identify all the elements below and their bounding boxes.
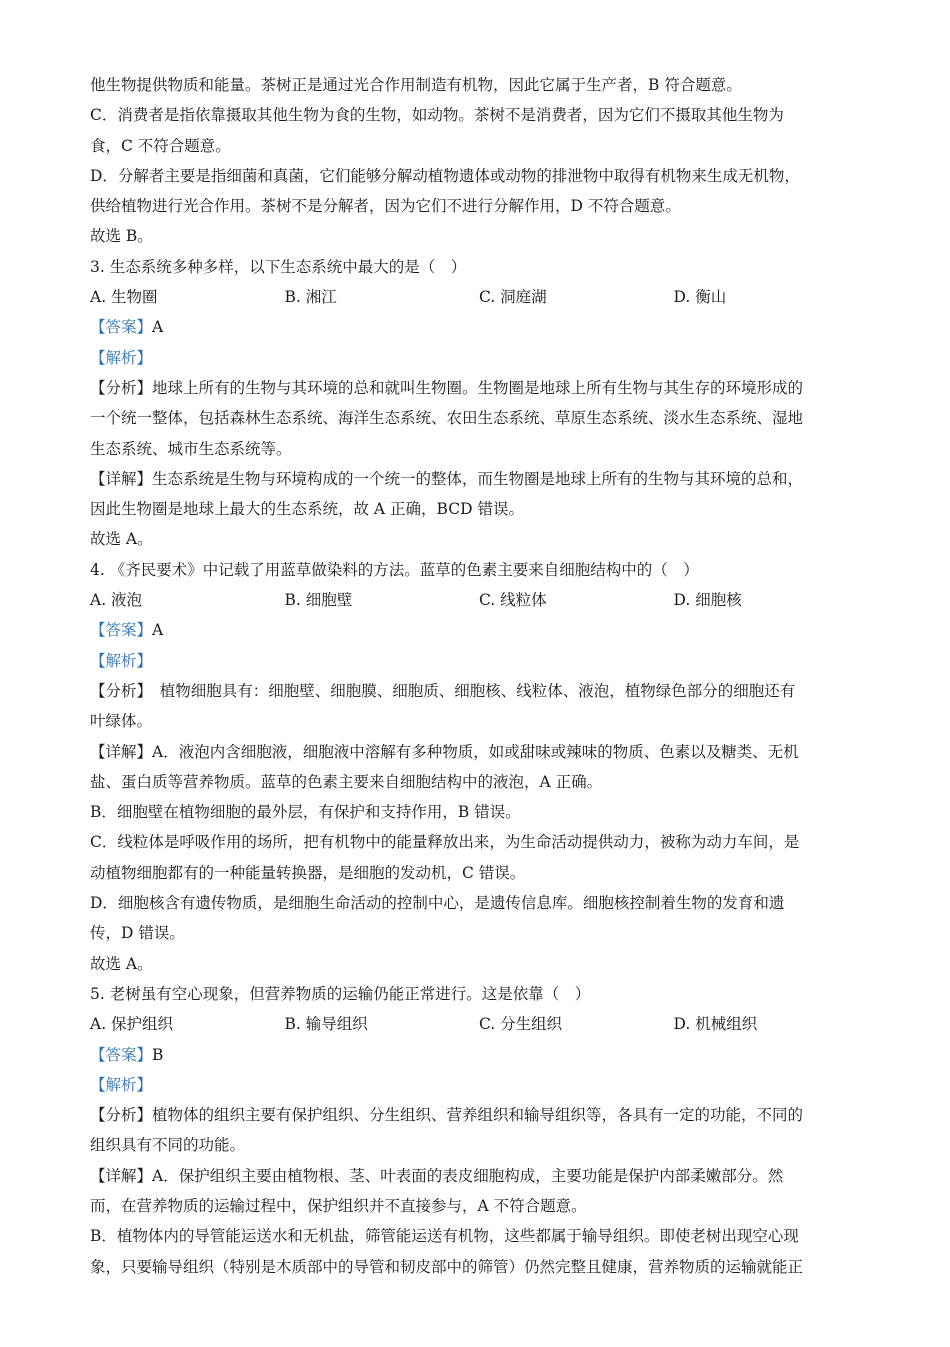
analysis-heading (90, 1070, 862, 1100)
analysis-tag: 【解析】 (90, 651, 153, 670)
text-line: C．消费者是指依靠摄取其他生物为食的生物，如动物。茶树不是消费者，因为它们不摄取其他生物为 (90, 106, 784, 125)
text-line: 组织具有不同的功能。 (90, 1136, 246, 1155)
answer-line (90, 615, 862, 645)
option-b: B. 细胞壁 (284, 591, 353, 610)
text-line: 盐、蛋白质等营养物质。蓝草的色素主要来自细胞结构中的液泡，A 正确。 (90, 772, 603, 791)
xiangjie-tag: 【详解】 (90, 742, 153, 761)
question-stem: 4. 《齐民要术》中记载了用蓝草做染料的方法。蓝草的色素主要来自细胞结构中的（ ） (90, 560, 699, 579)
text-line: D．细胞核含有遗传物质，是细胞生命活动的控制中心，是遗传信息库。细胞核控制着生物的发育和遗 (90, 894, 785, 913)
text-line: 食，C 不符合题意。 (90, 136, 231, 155)
option-a: A. 生物圈 (90, 288, 158, 307)
text-line: 动植物细胞都有的一种能量转换器，是细胞的发动机，C 错误。 (90, 863, 526, 882)
text-line: B．细胞壁在植物细胞的最外层，有保护和支持作用，B 错误。 (90, 803, 521, 822)
answer-value: A (152, 318, 164, 337)
text-line: 象，只要输导组织（特别是木质部中的导管和韧皮部中的筛管）仍然完整且健康，营养物质的运输就能正 (90, 1257, 804, 1276)
option-b: B. 输导组织 (284, 1015, 368, 1034)
text-line: D．分解者主要是指细菌和真菌，它们能够分解动植物遗体或动物的排泄物中取得有机物来生成无机物， (90, 166, 800, 185)
text-line: 他生物提供物质和能量。茶树正是通过光合作用制造有机物，因此它属于生产者，B 符合题意。 (90, 76, 742, 94)
fenxi-text: 地球上所有的生物与其环境的总和就叫生物圈。生物圈是地球上所有生物与其生存的环境形成的 (152, 378, 804, 397)
text-line (90, 373, 862, 403)
text-line (90, 1100, 862, 1130)
analysis-tag: 【解析】 (90, 348, 153, 367)
xiangjie-tag: 【详解】 (90, 1166, 153, 1185)
option-d: D. 衡山 (673, 288, 727, 307)
option-row (90, 585, 862, 615)
option-a: A. 保护组织 (90, 1015, 174, 1034)
text-line: B．植物体内的导管能运送水和无机盐，筛管能运送有机物，这些都属于输导组织。即使老树出现空心现 (90, 1227, 799, 1246)
answer-tag: 【答案】 (90, 318, 153, 337)
option-d: D. 细胞核 (673, 591, 742, 610)
text-line (90, 464, 862, 494)
answer-line (90, 312, 862, 342)
text-line: 一个统一整体，包括森林生态系统、海洋生态系统、农田生态系统、草原生态系统、淡水生态系统、湿地 (90, 409, 804, 428)
option-row (90, 1009, 862, 1039)
text-line: 叶绿体。 (90, 712, 153, 731)
text-line: 而，在营养物质的运输过程中，保护组织并不直接参与，A 不符合题意。 (90, 1196, 587, 1215)
xiangjie-text: 生态系统是生物与环境构成的一个统一的整体，而生物圈是地球上所有的生物与其环境的总和， (152, 469, 804, 488)
xiangjie-text: A．保护组织主要由植物根、茎、叶表面的表皮细胞构成，主要功能是保护内部柔嫩部分。然 (152, 1166, 784, 1185)
answer-tag: 【答案】 (90, 1045, 153, 1064)
question-stem: 5. 老树虽有空心现象，但营养物质的运输仍能正常进行。这是依靠（ ） (90, 984, 591, 1003)
text-line (90, 1161, 862, 1191)
answer-line (90, 1040, 862, 1070)
analysis-tag: 【解析】 (90, 1075, 153, 1094)
fenxi-tag: 【分析】 (90, 681, 145, 700)
option-d: D. 机械组织 (673, 1015, 758, 1034)
fenxi-text: 植物细胞具有：细胞壁、细胞膜、细胞质、细胞核、线粒体、液泡，植物绿色部分的细胞还有 (144, 681, 796, 700)
analysis-heading (90, 646, 862, 676)
answer-value: B (152, 1045, 164, 1064)
xiangjie-text: A．液泡内含细胞液，细胞液中溶解有多种物质，如或甜味或辣味的物质、色素以及糖类、无机 (152, 742, 799, 761)
conclusion-line: 故选 A。 (90, 954, 153, 973)
option-c: C. 洞庭湖 (479, 288, 547, 307)
option-row (90, 282, 862, 312)
answer-value: A (152, 621, 164, 640)
conclusion-line: 故选 A。 (90, 530, 153, 549)
option-c: C. 分生组织 (479, 1015, 563, 1034)
text-line: C．线粒体是呼吸作用的场所，把有机物中的能量释放出来，为生命活动提供动力，被称为动力车间，是 (90, 833, 800, 852)
analysis-heading (90, 343, 862, 373)
text-line (90, 676, 862, 706)
option-a: A. 液泡 (90, 591, 143, 610)
fenxi-tag: 【分析】 (90, 1106, 153, 1125)
question-stem: 3. 生态系统多种多样，以下生态系统中最大的是（ ） (90, 257, 467, 276)
text-line: 因此生物圈是地球上最大的生态系统，故 A 正确，BCD 错误。 (90, 500, 524, 519)
text-line: 生态系统、城市生态系统等。 (90, 439, 292, 458)
option-b: B. 湘江 (284, 288, 337, 307)
fenxi-tag: 【分析】 (90, 378, 153, 397)
text-line (90, 737, 862, 767)
answer-tag: 【答案】 (90, 621, 153, 640)
conclusion-line: 故选 B。 (90, 227, 153, 246)
option-c: C. 线粒体 (479, 591, 547, 610)
xiangjie-tag: 【详解】 (90, 469, 153, 488)
fenxi-text: 植物体的组织主要有保护组织、分生组织、营养组织和输导组织等，各具有一定的功能，不同的 (152, 1106, 804, 1125)
text-line: 供给植物进行光合作用。茶树不是分解者，因为它们不进行分解作用，D 不符合题意。 (90, 197, 681, 216)
text-line: 传，D 错误。 (90, 924, 185, 943)
